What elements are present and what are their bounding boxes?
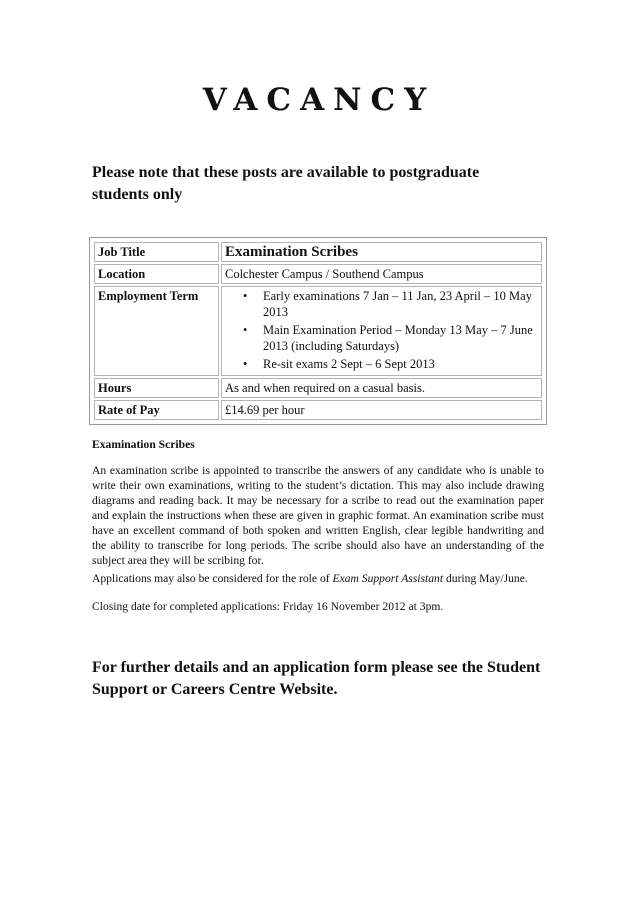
list-item: • Re-sit exams 2 Sept – 6 Sept 2013 xyxy=(263,356,538,372)
table-row xyxy=(94,400,542,420)
table-row xyxy=(94,378,542,398)
employment-term-list xyxy=(225,288,538,372)
hours-value: As and when required on a casual basis. xyxy=(221,378,542,398)
job-title-value: Examination Scribes xyxy=(221,242,542,262)
hours-label: Hours xyxy=(94,378,219,398)
postgraduate-notice: Please note that these posts are available to postgraduate students only xyxy=(92,164,480,203)
role-description-paragraph: An examination scribe is appointed to transcribe the answers of any candidate who is unable to write their own examinations, writing to the student’s dictation. This may also include drawing diagrams and reading back. It may be necessary for a scribe to read out the examination paper and explain the instructions when these are given in graphic format. An examination scribe must have an excellent command of both spoken and written English, clear legible handwriting and the ability to transcribe for long periods. The scribe should also have an understanding of the subject area they will be scribing for. xyxy=(92,464,544,567)
paragraph-text: during May/June. xyxy=(443,572,528,585)
paragraph-text: Applications may also be considered for the role of xyxy=(92,572,333,585)
closing-date-paragraph: Closing date for completed applications: Friday 16 November 2012 at 3pm. xyxy=(92,600,444,613)
location-value: Colchester Campus / Southend Campus xyxy=(221,264,542,284)
job-details-table xyxy=(89,237,547,425)
list-item: • Main Examination Period – Monday 13 May – 7 June 2013 (including Saturdays) xyxy=(263,322,538,354)
section-heading: Examination Scribes xyxy=(92,438,195,451)
table-row xyxy=(94,242,542,262)
rate-of-pay-value: £14.69 per hour xyxy=(221,400,542,420)
role-name-emphasis: Exam Support Assistant xyxy=(332,572,444,585)
further-details-note: For further details and an application form please see the Student Support or Careers Centre Website. xyxy=(92,659,541,698)
table-row xyxy=(94,264,542,284)
rate-of-pay-label: Rate of Pay xyxy=(94,400,219,420)
job-title-label: Job Title xyxy=(94,242,219,262)
page-title: VACANCY xyxy=(202,82,436,118)
exam-support-paragraph xyxy=(92,571,544,586)
employment-term-value xyxy=(221,286,542,376)
table-row xyxy=(94,286,542,376)
location-label: Location xyxy=(94,264,219,284)
employment-term-label: Employment Term xyxy=(94,286,219,376)
list-item: • Early examinations 7 Jan – 11 Jan, 23 April – 10 May 2013 xyxy=(263,288,538,320)
